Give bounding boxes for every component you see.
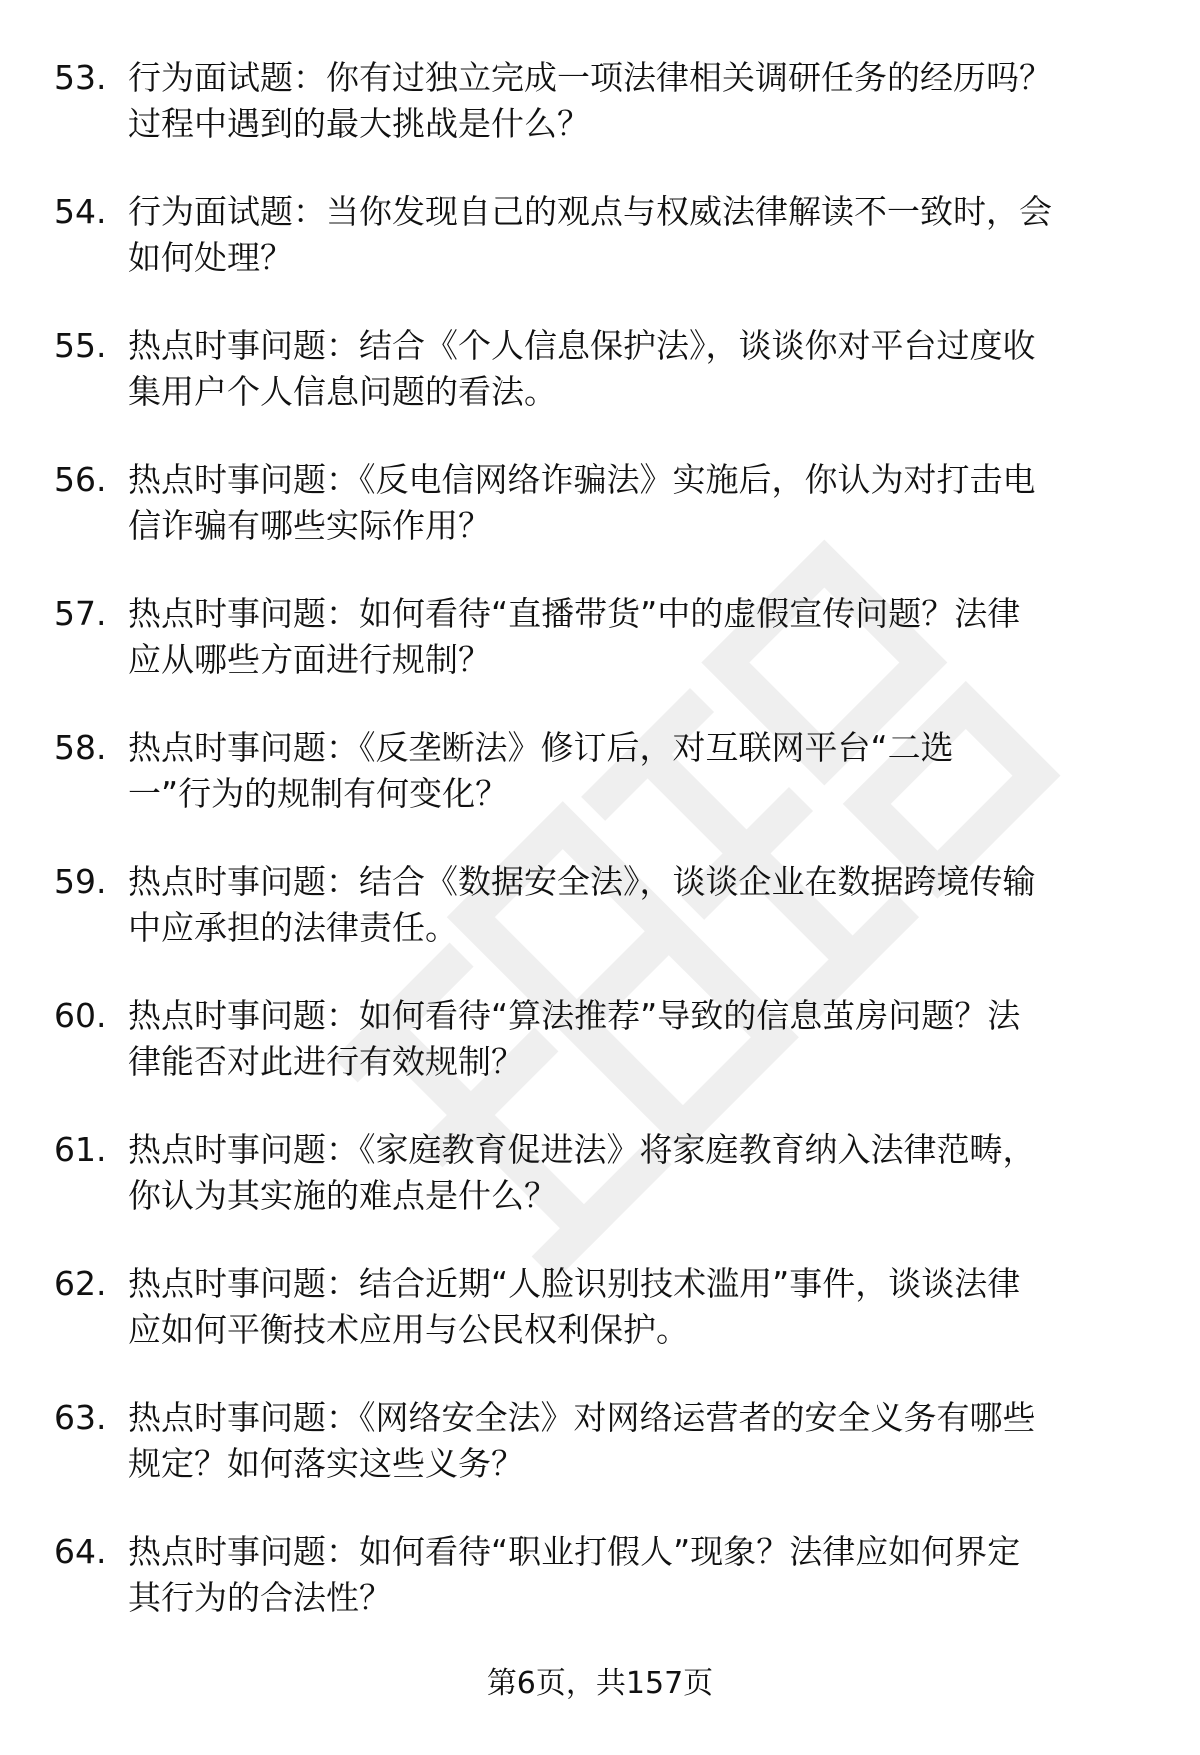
question-item-59 bbox=[0, 859, 1200, 993]
question-line: 律能否对此进行有效规制？ bbox=[128, 1042, 524, 1081]
question-line: 热点时事问题：结合《个人信息保护法》，谈谈你对平台过度收 bbox=[128, 326, 1036, 365]
question-line: 热点时事问题：《反电信网络诈骗法》实施后，你认为对打击电 bbox=[128, 460, 1036, 499]
question-list bbox=[0, 55, 1200, 1663]
question-line: 你认为其实施的难点是什么？ bbox=[128, 1176, 557, 1215]
question-number: 61. bbox=[54, 1130, 107, 1169]
question-line: 信诈骗有哪些实际作用？ bbox=[128, 506, 491, 545]
question-line: 热点时事问题：如何看待“算法推荐”导致的信息茧房问题？法 bbox=[128, 996, 1021, 1035]
question-item-58 bbox=[0, 725, 1200, 859]
question-line: 热点时事问题：《家庭教育促进法》将家庭教育纳入法律范畴， bbox=[128, 1130, 1036, 1169]
question-text bbox=[128, 55, 1148, 147]
question-item-60 bbox=[0, 993, 1200, 1127]
question-line: 其行为的合法性？ bbox=[128, 1578, 392, 1617]
question-line: 集用户个人信息问题的看法。 bbox=[128, 372, 557, 411]
question-item-54 bbox=[0, 189, 1200, 323]
question-number: 63. bbox=[54, 1398, 107, 1437]
question-line: 热点时事问题：如何看待“职业打假人”现象？法律应如何界定 bbox=[128, 1532, 1021, 1571]
question-line: 行为面试题：当你发现自己的观点与权威法律解读不一致时，会 bbox=[128, 192, 1052, 231]
question-number: 57. bbox=[54, 594, 107, 633]
question-number: 60. bbox=[54, 996, 107, 1035]
question-item-53 bbox=[0, 55, 1200, 189]
question-line: 中应承担的法律责任。 bbox=[128, 908, 458, 947]
question-line: 热点时事问题：《网络安全法》对网络运营者的安全义务有哪些 bbox=[128, 1398, 1036, 1437]
question-line: 热点时事问题：结合《数据安全法》，谈谈企业在数据跨境传输 bbox=[128, 862, 1036, 901]
page-footer: 第6页，共157页 bbox=[486, 1666, 714, 1701]
question-text bbox=[128, 189, 1148, 281]
question-item-63 bbox=[0, 1395, 1200, 1529]
question-number: 58. bbox=[54, 728, 107, 767]
question-item-55 bbox=[0, 323, 1200, 457]
question-item-57 bbox=[0, 591, 1200, 725]
question-item-56 bbox=[0, 457, 1200, 591]
question-line: 应如何平衡技术应用与公民权利保护。 bbox=[128, 1310, 689, 1349]
question-text bbox=[128, 323, 1148, 415]
question-text bbox=[128, 1127, 1148, 1219]
question-item-64 bbox=[0, 1529, 1200, 1663]
question-text bbox=[128, 1261, 1148, 1353]
question-number: 59. bbox=[54, 862, 107, 901]
question-line: 过程中遇到的最大挑战是什么？ bbox=[128, 104, 590, 143]
question-number: 54. bbox=[54, 192, 107, 231]
question-text bbox=[128, 457, 1148, 549]
question-text bbox=[128, 1395, 1148, 1487]
question-text bbox=[128, 993, 1148, 1085]
question-line: 行为面试题：你有过独立完成一项法律相关调研任务的经历吗？ bbox=[128, 58, 1052, 97]
question-number: 56. bbox=[54, 460, 107, 499]
question-line: 热点时事问题：如何看待“直播带货”中的虚假宣传问题？法律 bbox=[128, 594, 1021, 633]
question-line: 规定？如何落实这些义务？ bbox=[128, 1444, 524, 1483]
question-number: 53. bbox=[54, 58, 107, 97]
question-item-61 bbox=[0, 1127, 1200, 1261]
question-text bbox=[128, 859, 1148, 951]
question-line: 应从哪些方面进行规制？ bbox=[128, 640, 491, 679]
question-line: 一”行为的规制有何变化？ bbox=[128, 774, 509, 813]
question-number: 55. bbox=[54, 326, 107, 365]
question-line: 热点时事问题：结合近期“人脸识别技术滥用”事件，谈谈法律 bbox=[128, 1264, 1021, 1303]
question-item-62 bbox=[0, 1261, 1200, 1395]
question-number: 62. bbox=[54, 1264, 107, 1303]
question-line: 如何处理？ bbox=[128, 238, 293, 277]
question-text bbox=[128, 1529, 1148, 1621]
question-number: 64. bbox=[54, 1532, 107, 1571]
question-line: 热点时事问题：《反垄断法》修订后，对互联网平台“二选 bbox=[128, 728, 954, 767]
question-text bbox=[128, 725, 1148, 817]
question-text bbox=[128, 591, 1148, 683]
